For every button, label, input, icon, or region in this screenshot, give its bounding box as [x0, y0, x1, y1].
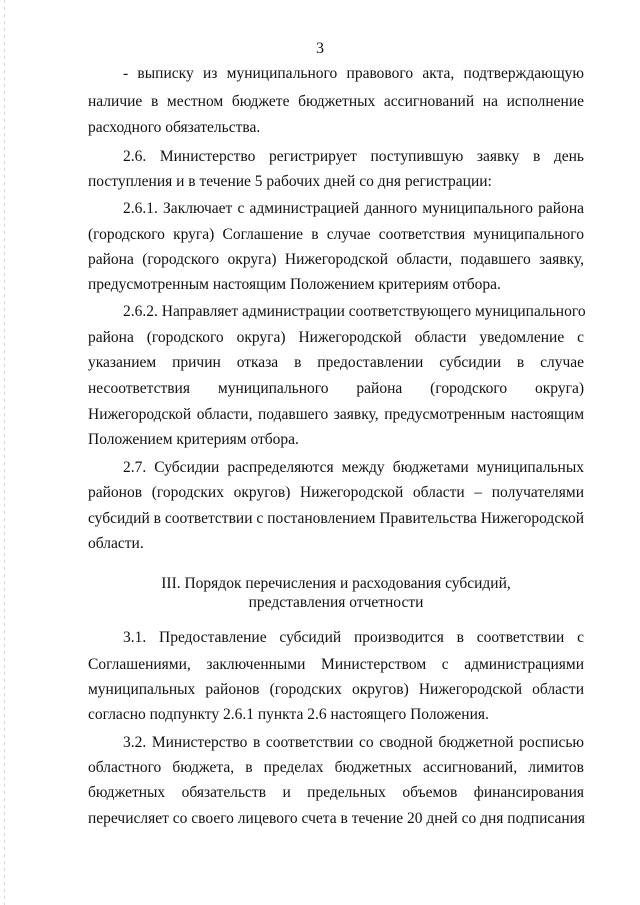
- text-line: 2.6.1. Заключает с администрацией данного муниципального района: [123, 200, 584, 217]
- text-line: Положением критериям отбора.: [88, 431, 299, 448]
- text-line: перечисляет со своего лицевого счета в течение 20 дней со дня подписания: [88, 810, 586, 827]
- text-line: расходного обязательства.: [88, 119, 261, 136]
- text-line: - выписку из муниципального правового акта, подтверждающую: [123, 65, 584, 82]
- text-line: 3.1. Предоставление субсидий производится в соответствии с: [123, 629, 584, 646]
- text-line: несоответствия муниципального района (городского округа): [88, 380, 584, 397]
- text-line: поступления и в течение 5 рабочих дней со дня регистрации:: [88, 173, 492, 190]
- text-line: 2.6. Министерство регистрирует поступившую заявку в день: [123, 148, 584, 165]
- text-line: 2.7. Субсидии распределяются между бюджетами муниципальных: [123, 459, 584, 476]
- text-line: 2.6.2. Направляет администрации соответствующего муниципального: [123, 303, 586, 320]
- text-line: 3.2. Министерство в соответствии со сводной бюджетной росписью: [123, 734, 584, 751]
- text-line: предусмотренным настоящим Положением критериям отбора.: [88, 276, 501, 293]
- text-line: (городского круга) Соглашение в случае соответствия муниципального: [88, 226, 584, 243]
- text-line: бюджетных обязательств и предельных объемов финансирования: [88, 784, 584, 801]
- text-line: областного бюджета, в пределах бюджетных ассигнований, лимитов: [88, 759, 584, 776]
- text-line: района (городского округа) Нижегородской области уведомление с: [88, 329, 584, 346]
- text-line: наличие в местном бюджете бюджетных ассигнований на исполнение: [88, 93, 584, 110]
- text-line: района (городского округа) Нижегородской области, подавшего заявку,: [88, 251, 584, 268]
- text-line: согласно подпункту 2.6.1 пункта 2.6 настоящего Положения.: [88, 706, 489, 723]
- text-line: муниципальных районов (городских округов) Нижегородской области: [88, 681, 584, 698]
- scan-edge: [4, 0, 5, 905]
- text-line: указанием причин отказа в предоставлении субсидии в случае: [88, 354, 584, 371]
- text-line: районов (городских округов) Нижегородской области – получателями: [88, 484, 584, 501]
- text-line: Нижегородской области, подавшего заявку, предусмотренным настоящим: [88, 406, 584, 423]
- section-heading: представления отчетности: [248, 594, 424, 611]
- section-heading: III. Порядок перечисления и расходования субсидий,: [161, 575, 511, 592]
- page-number: 3: [316, 40, 324, 57]
- text-line: субсидий в соответствии с постановлением Правительства Нижегородской: [88, 510, 584, 527]
- text-line: Соглашениями, заключенными Министерством с администрациями: [88, 656, 584, 673]
- text-line: области.: [88, 535, 144, 552]
